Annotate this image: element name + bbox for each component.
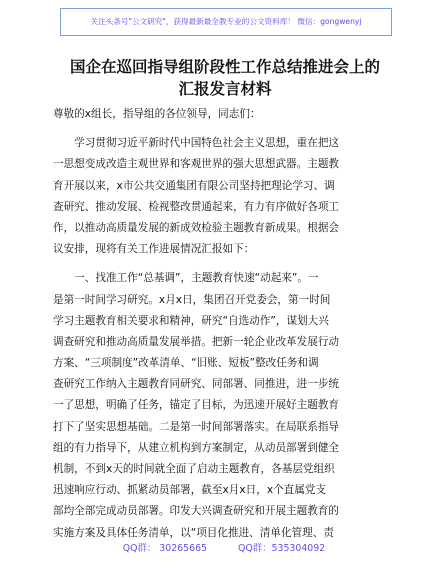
paragraph-line: 方案、“三项制度”改革清单、“旧账、短板”整改任务和调	[53, 357, 319, 370]
paragraph-line: 学习主题教育相关要求和精神，研究“自选动作”，谋划大兴	[53, 314, 329, 327]
title-line: 国企在巡回指导组阶段性工作总结推进会上的	[69, 58, 380, 76]
paragraph-line: 育开展以来，x市公共交通集团有限公司坚持把理论学习、调	[53, 179, 335, 192]
paragraph-line: 议安排，现将有关工作进展情况汇报如下：	[53, 243, 255, 256]
paragraph-line: 实施方案及具体任务清单，以“项目化推进、清单化管理、责	[53, 526, 334, 539]
title-line: 汇报发言材料	[178, 80, 272, 98]
header-banner: 关注头条号"公文研究"，获得最新最全教专业的公文资料库！ 微信：gongwenyj	[60, 8, 392, 36]
paragraph-line: 迅速响应行动、抓紧动员部署，截至x月x日，x个直属党支	[53, 484, 327, 497]
paragraph-line: 一了思想，明确了任务，锚定了目标，为迅速开展好主题教育	[53, 399, 340, 412]
paragraph-line: 打下了坚实思想基础。二是第一时间部署落实。在局联系指导	[53, 420, 340, 433]
paragraph-line: 是第一时间学习研究。x月x日，集团召开党委会，第一时间	[53, 293, 331, 306]
document-body	[53, 104, 398, 544]
salutation: 尊敬的x组长，指导组的各位领导，同志们：	[53, 108, 261, 120]
paragraph-line: 部均全部完成动员部署。印发大兴调查研究和开展主题教育的	[53, 505, 340, 518]
paragraph-line: 调查研究和推动高质量发展举措。把新一轮企业改革发展行动	[53, 335, 340, 348]
paragraph-line: 一思想变成改造主观世界和客观世界的强大思想武器。主题教	[53, 158, 340, 171]
paragraph-line: 学习贯彻习近平新时代中国特色社会主义思想，重在把这	[53, 137, 340, 150]
paragraph-line: 组的有力指导下，从建立机构到方案制定，从动员部署到健全	[53, 441, 340, 454]
paragraph-line: 机制，不到x天的时间就全面了启动主题教育，各基层党组织	[53, 463, 335, 475]
document-title	[40, 56, 410, 100]
paragraph-line: 一、找准工作“总基调”，主题教育快速“动起来”。一	[53, 272, 319, 285]
paragraph-line: 作，以推动高质量发展的新成效检验主题教育新成果。根据会	[53, 221, 340, 234]
footer-qq-group-2: QQ群：535304092	[238, 543, 326, 554]
paragraph-line: 查研究、推动发展、检视整改贯通起来，有力有序做好各项工	[53, 200, 340, 213]
footer-qq-group-1: QQ群： 30265665	[122, 543, 208, 554]
paragraph-line: 查研究工作纳入主题教育同研究、同部署、同推进，进一步统	[53, 378, 340, 391]
footer	[0, 540, 448, 554]
